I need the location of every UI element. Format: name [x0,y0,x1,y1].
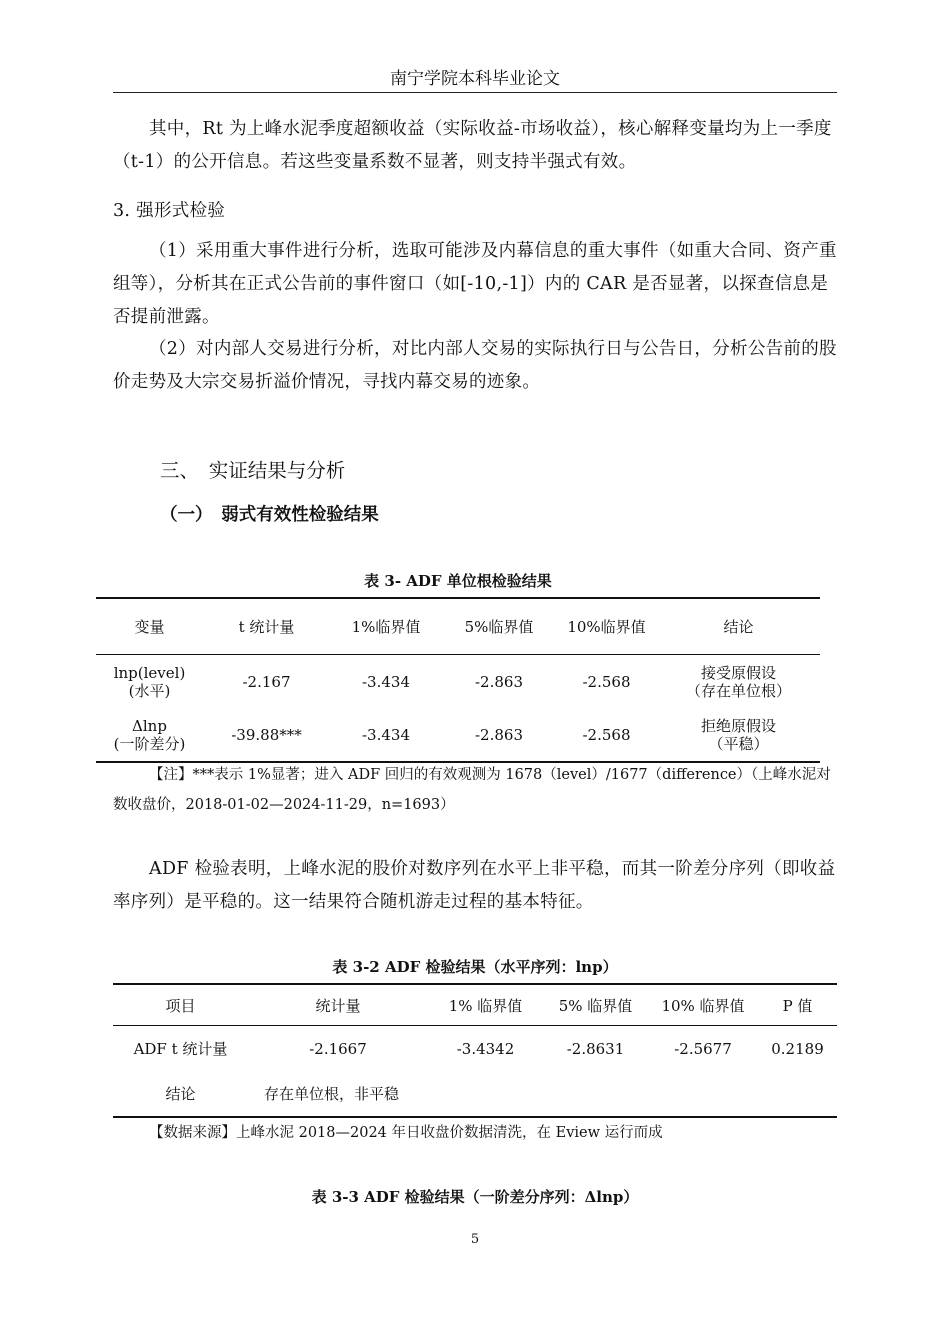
table1-note: 【注】***表示 1%显著；进入 ADF 回归的有效观测为 1678（level）/1677（difference）（上峰水泥对数收盘价，2018-01-02—2024-11-29，n=1693） [113,767,831,813]
page-number: 5 [470,1232,480,1247]
variable-cell: Δlnp (一阶差分) [113,716,186,753]
paragraph-insider-trading: （2）对内部人交易进行分析，对比内部人交易的实际执行日与公告日，分析公告前的股价走势及大宗交易折溢价情况，寻找内幕交易的迹象。 [113,339,837,392]
table-row [96,708,820,762]
conclusion-value-cell: 存在单位根，非平稳 [264,1085,400,1103]
table1-header-conclusion: 结论 [657,598,820,655]
table2-header-item: 项目 [113,984,248,1026]
crit-10-cell: -2.5677 [674,1039,732,1058]
t-stat-cell: -2.167 [242,672,291,691]
table1-header-t-stat: t 统计量 [203,598,330,655]
table1-header-variable: 变量 [96,598,203,655]
crit-5-cell: -2.8631 [566,1039,625,1058]
table1-header-row [96,598,820,655]
heading-strong-form-test: 3. 强形式检验 [113,201,226,221]
crit-10-cell: -2.568 [582,725,631,744]
table3-caption: 表 3-3 ADF 检验结果（一阶差分序列：Δlnp） [311,1188,639,1206]
table-row [113,1026,837,1072]
table2-header-p-value: P 值 [758,984,837,1026]
crit-1-cell: -3.434 [361,725,410,744]
paragraph-major-events: （1）采用重大事件进行分析，选取可能涉及内幕信息的重大事件（如重大合同、资产重组等），分析其在正式公告前的事件窗口（如[-10,-1]）内的 CAR 是否显著，以探查信息是否提前泄露。 [113,241,837,327]
conclusion-cell: 拒绝原假设 （平稳） [700,716,776,753]
crit-10-cell: -2.568 [582,672,631,691]
crit-5-cell: -2.863 [474,672,523,691]
adf-unit-root-table [96,597,820,763]
table2-header-crit-1: 1% 临界值 [428,984,543,1026]
conclusion-label-cell: 结论 [165,1085,196,1103]
table1-caption: 表 3- ADF 单位根检验结果 [364,572,552,590]
table2-caption: 表 3-2 ADF 检验结果（水平序列：lnp） [332,958,618,976]
subsection-heading: （一） 弱式有效性检验结果 [160,505,379,525]
page-header: 南宁学院本科毕业论文 [390,69,560,89]
table-row [96,655,820,709]
crit-1-cell: -3.434 [361,672,410,691]
crit-5-cell: -2.863 [474,725,523,744]
table1-header-crit-1: 1%临界值 [330,598,442,655]
table2-header-crit-10: 10% 临界值 [648,984,758,1026]
variable-cell: lnp(level) (水平) [113,663,186,700]
table1-header-crit-10: 10%临界值 [556,598,657,655]
statistic-cell: -2.1667 [309,1039,367,1058]
table2-header-crit-5: 5% 临界值 [543,984,648,1026]
table2-header-row [113,984,837,1026]
adf-level-table [113,983,837,1118]
section-heading: 三、 实证结果与分析 [160,459,346,482]
paragraph-adf-conclusion: ADF 检验表明，上峰水泥的股价对数序列在水平上非平稳，而其一阶差分序列（即收益率序列）是平稳的。这一结果符合随机游走过程的基本特征。 [113,859,836,912]
t-stat-cell: -39.88*** [231,725,302,744]
crit-1-cell: -3.4342 [456,1039,515,1058]
item-cell: ADF t 统计量 [133,1040,228,1058]
conclusion-cell: 接受原假设 （存在单位根） [685,663,791,700]
header-rule [113,92,837,93]
p-value-cell: 0.2189 [771,1039,824,1058]
table2-source-note: 【数据来源】上峰水泥 2018—2024 年日收盘价数据清洗，在 Eview 运行而成 [149,1125,663,1141]
table2-header-statistic: 统计量 [248,984,428,1026]
paragraph-rt-definition: 其中，Rt 为上峰水泥季度超额收益（实际收益-市场收益），核心解释变量均为上一季度（t-1）的公开信息。若这些变量系数不显著，则支持半强式有效。 [113,119,832,172]
table-row [113,1071,837,1117]
table1-header-crit-5: 5%临界值 [442,598,556,655]
